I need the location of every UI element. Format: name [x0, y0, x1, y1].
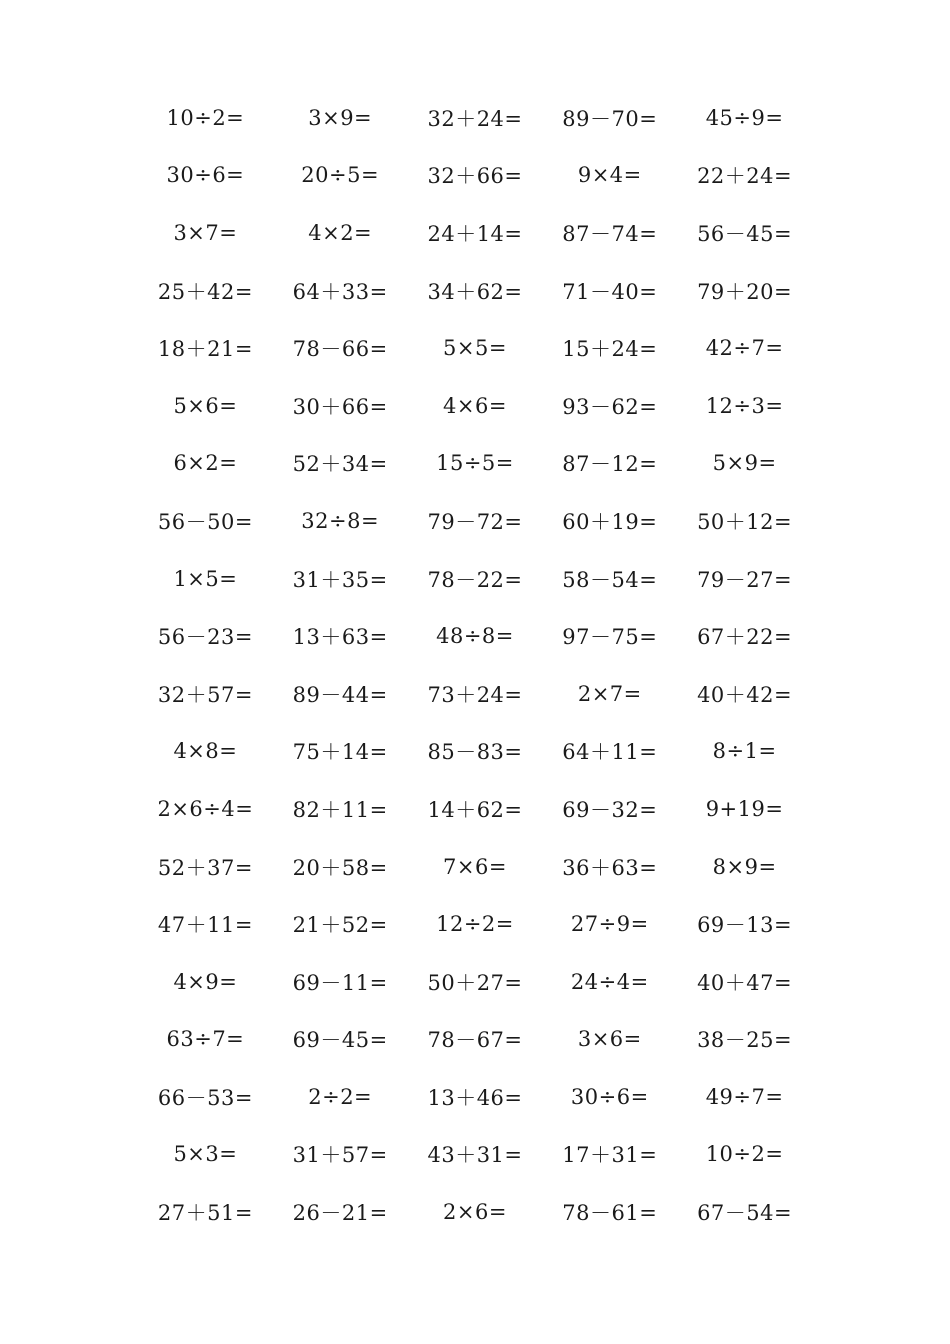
arithmetic-problem: 87－12=: [562, 452, 658, 477]
arithmetic-problem: 67＋22=: [697, 625, 793, 650]
arithmetic-problem: 60＋19=: [562, 509, 658, 534]
arithmetic-problem: 20÷5=: [301, 163, 380, 188]
arithmetic-problem: 15÷5=: [436, 451, 514, 476]
arithmetic-problem: 89－70=: [562, 106, 658, 131]
arithmetic-problem: 56－45=: [697, 221, 793, 246]
arithmetic-problem: 36＋63=: [562, 855, 658, 880]
arithmetic-problem: 32＋57=: [157, 682, 253, 707]
arithmetic-problem: 26－21=: [292, 1201, 388, 1226]
arithmetic-problem: 69－45=: [292, 1028, 388, 1053]
arithmetic-problem: 85－83=: [427, 740, 523, 765]
arithmetic-problem: 3×6=: [577, 1027, 642, 1052]
arithmetic-problem: 24＋14=: [427, 221, 523, 246]
arithmetic-problem: 73＋24=: [427, 682, 523, 707]
arithmetic-problem: 9+19=: [705, 796, 784, 821]
arithmetic-problem: 43＋31=: [427, 1143, 523, 1168]
arithmetic-problem: 56－23=: [157, 625, 253, 650]
arithmetic-problem: 7×6=: [443, 854, 507, 879]
arithmetic-problem: 82＋11=: [292, 797, 388, 822]
arithmetic-problem: 79＋20=: [697, 279, 793, 304]
arithmetic-problem: 6×2=: [173, 451, 238, 476]
arithmetic-problem: 13＋63=: [292, 625, 388, 650]
arithmetic-problem: 4×8=: [173, 739, 238, 764]
arithmetic-problem: 18＋21=: [157, 337, 253, 362]
arithmetic-problem: 40＋42=: [697, 682, 793, 707]
arithmetic-problem: 5×5=: [443, 336, 507, 361]
arithmetic-problem: 78－67=: [427, 1028, 523, 1053]
arithmetic-problem: 3×7=: [173, 220, 238, 245]
arithmetic-problem: 5×9=: [712, 451, 777, 476]
arithmetic-problem: 1×5=: [173, 566, 238, 591]
arithmetic-problem: 13＋46=: [427, 1085, 523, 1110]
arithmetic-problem: 78－22=: [427, 567, 523, 592]
problem-grid: [138, 89, 812, 1241]
arithmetic-problem: 89－44=: [292, 682, 388, 707]
arithmetic-problem: 32＋24=: [427, 106, 523, 131]
arithmetic-problem: 8×9=: [712, 854, 777, 879]
arithmetic-problem: 21＋52=: [292, 913, 388, 938]
arithmetic-problem: 3×9=: [308, 105, 373, 130]
arithmetic-problem: 69－13=: [697, 913, 793, 938]
arithmetic-problem: 87－74=: [562, 221, 658, 246]
arithmetic-problem: 69－11=: [292, 970, 388, 995]
arithmetic-problem: 79－72=: [427, 509, 523, 534]
arithmetic-problem: 12÷2=: [436, 912, 514, 937]
arithmetic-problem: 9×4=: [577, 163, 642, 188]
arithmetic-problem: 31＋57=: [292, 1143, 388, 1168]
arithmetic-problem: 42÷7=: [705, 336, 784, 361]
arithmetic-problem: 15＋24=: [562, 337, 658, 362]
arithmetic-problem: 48÷8=: [436, 624, 514, 649]
arithmetic-problem: 2÷2=: [308, 1084, 373, 1109]
arithmetic-problem: 71－40=: [562, 279, 658, 304]
arithmetic-problem: 32÷8=: [301, 508, 380, 533]
arithmetic-problem: 27＋51=: [157, 1201, 253, 1226]
arithmetic-problem: 69－32=: [562, 797, 658, 822]
arithmetic-problem: 58－54=: [562, 567, 658, 592]
arithmetic-problem: 8÷1=: [712, 739, 777, 764]
arithmetic-problem: 14＋62=: [427, 797, 523, 822]
arithmetic-problem: 47＋11=: [157, 913, 253, 938]
arithmetic-problem: 79－27=: [697, 567, 793, 592]
arithmetic-problem: 5×6=: [173, 393, 238, 418]
arithmetic-problem: 4×9=: [173, 969, 238, 994]
arithmetic-problem: 20＋58=: [292, 855, 388, 880]
arithmetic-problem: 25＋42=: [157, 279, 253, 304]
arithmetic-problem: 31＋35=: [292, 567, 388, 592]
arithmetic-problem: 50＋12=: [697, 509, 793, 534]
arithmetic-problem: 2×6÷4=: [157, 796, 254, 821]
arithmetic-problem: 34＋62=: [427, 279, 523, 304]
arithmetic-problem: 4×6=: [443, 393, 507, 418]
arithmetic-problem: 66－53=: [157, 1085, 253, 1110]
arithmetic-problem: 93－62=: [562, 394, 658, 419]
arithmetic-problem: 78－61=: [562, 1201, 658, 1226]
arithmetic-problem: 2×7=: [577, 681, 642, 706]
arithmetic-problem: 10÷2=: [705, 1142, 784, 1167]
arithmetic-problem: 22＋24=: [697, 164, 793, 189]
arithmetic-problem: 24÷4=: [570, 969, 649, 994]
arithmetic-problem: 75＋14=: [292, 740, 388, 765]
arithmetic-problem: 40＋47=: [697, 970, 793, 995]
arithmetic-problem: 30÷6=: [570, 1084, 649, 1109]
arithmetic-problem: 64＋33=: [292, 279, 388, 304]
arithmetic-problem: 30＋66=: [292, 394, 388, 419]
arithmetic-problem: 32＋66=: [427, 164, 523, 189]
arithmetic-problem: 49÷7=: [705, 1084, 784, 1109]
arithmetic-problem: 45÷9=: [705, 105, 784, 130]
arithmetic-problem: 38－25=: [697, 1028, 793, 1053]
arithmetic-problem: 97－75=: [562, 625, 658, 650]
arithmetic-problem: 27÷9=: [570, 912, 649, 937]
arithmetic-problem: 50＋27=: [427, 970, 523, 995]
arithmetic-problem: 12÷3=: [705, 393, 784, 418]
arithmetic-problem: 78－66=: [292, 337, 388, 362]
arithmetic-problem: 64＋11=: [562, 740, 658, 765]
arithmetic-problem: 10÷2=: [166, 105, 245, 130]
arithmetic-problem: 52＋37=: [157, 855, 253, 880]
arithmetic-problem: 63÷7=: [166, 1027, 245, 1052]
arithmetic-problem: 4×2=: [308, 220, 373, 245]
arithmetic-problem: 2×6=: [443, 1200, 507, 1225]
arithmetic-problem: 5×3=: [173, 1142, 238, 1167]
arithmetic-problem: 67－54=: [697, 1201, 793, 1226]
arithmetic-problem: 52＋34=: [292, 452, 388, 477]
arithmetic-problem: 30÷6=: [166, 163, 245, 188]
arithmetic-problem: 56－50=: [157, 509, 253, 534]
arithmetic-problem: 17＋31=: [562, 1143, 658, 1168]
